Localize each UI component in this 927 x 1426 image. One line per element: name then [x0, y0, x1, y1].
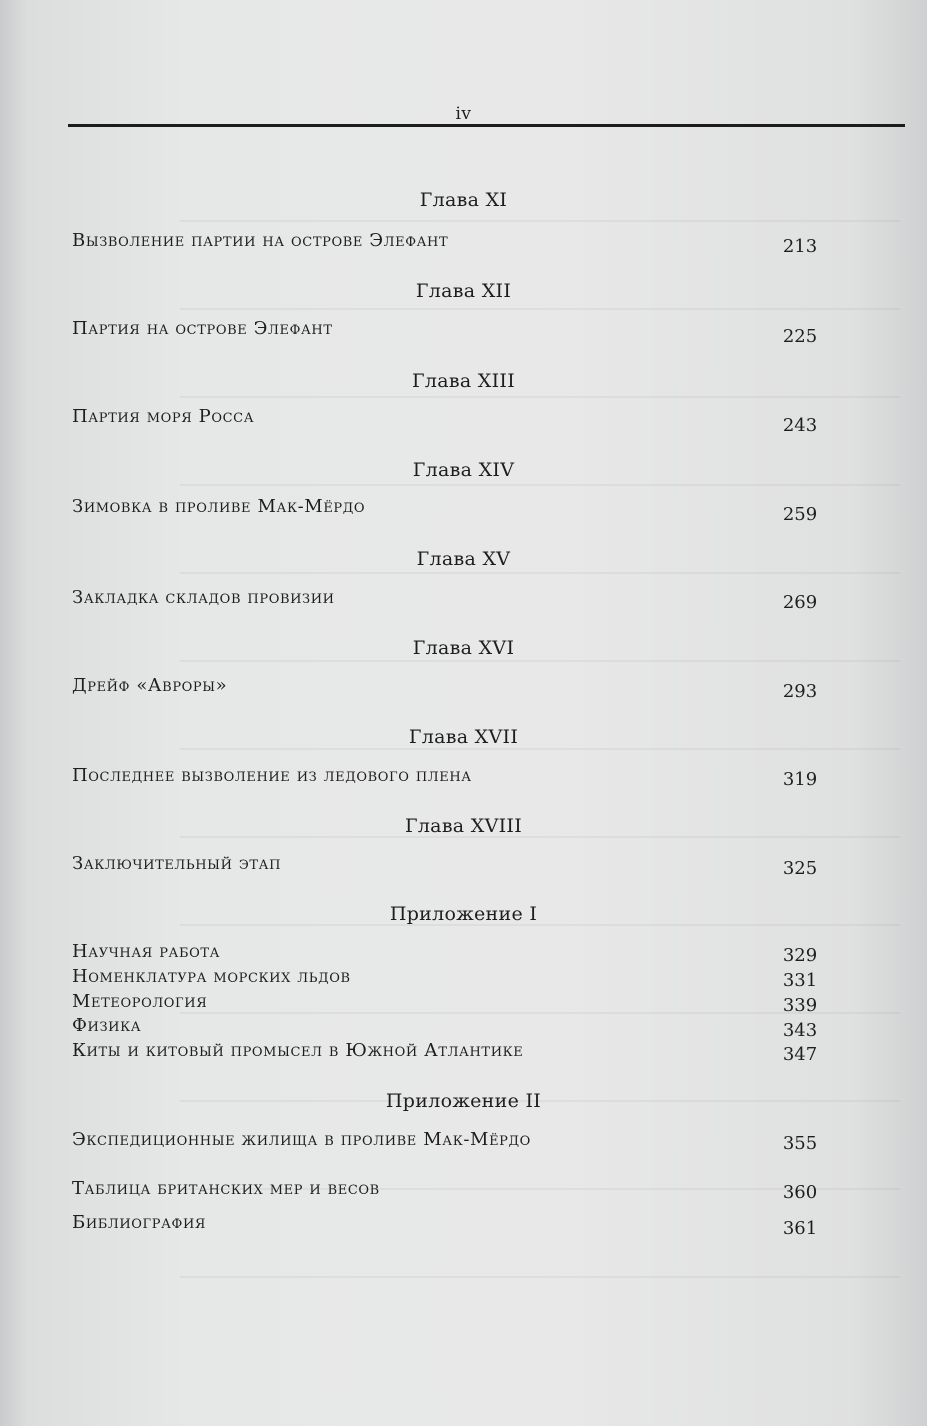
toc-entry-title: Партия на острове Элефант — [72, 318, 333, 339]
toc-entry-title: Партия моря Росса — [72, 406, 255, 427]
chapter-heading: Глава XV — [416, 548, 511, 570]
toc-entry-title: Библиография — [72, 1212, 206, 1233]
chapter-heading: Глава XVII — [408, 726, 519, 748]
toc-entry-page: 269 — [782, 592, 818, 613]
toc-entry-title: Таблица британских мер и весов — [72, 1178, 380, 1199]
toc-entry-title: Метеорология — [72, 991, 208, 1012]
chapter-heading: Глава XI — [419, 189, 508, 211]
toc-entry-title: Закладка складов провизии — [72, 587, 335, 608]
header-rule — [68, 124, 905, 127]
chapter-heading: Глава XVIII — [404, 815, 523, 837]
toc-entry-title: Номенклатура морских льдов — [72, 966, 351, 987]
toc-entry-page: 329 — [782, 945, 818, 966]
toc-entry-page: 293 — [782, 681, 818, 702]
toc-entry-title: Экспедиционные жилища в проливе Мак-Мёрдо — [72, 1129, 531, 1150]
toc-entry-page: 339 — [782, 995, 818, 1016]
toc-entry-page: 361 — [782, 1218, 818, 1239]
toc-entry-title: Научная работа — [72, 941, 221, 962]
toc-entry-page: 225 — [782, 326, 818, 347]
toc-entry-title: Последнее вызволение из ледового плена — [72, 765, 472, 786]
toc-entry-page: 213 — [782, 236, 818, 257]
appendix-heading: Приложение I — [389, 903, 538, 925]
toc-entry-page: 355 — [782, 1133, 818, 1154]
toc-entry-page: 343 — [782, 1020, 818, 1041]
chapter-heading: Глава XVI — [412, 637, 515, 659]
page-number: iv — [455, 104, 472, 124]
toc-entry-page: 325 — [782, 858, 818, 879]
toc-entry-page: 331 — [782, 970, 818, 991]
toc-entry-page: 259 — [782, 504, 818, 525]
toc-entry-title: Дрейф «Авроры» — [72, 675, 228, 696]
toc-entry-page: 347 — [782, 1044, 818, 1065]
toc-entry-page: 243 — [782, 415, 818, 436]
chapter-heading: Глава XIII — [411, 370, 516, 392]
toc-entry-title: Заключительный этап — [72, 853, 282, 874]
toc-entry-title: Зимовка в проливе Мак-Мёрдо — [72, 496, 366, 517]
toc-entry-page: 360 — [782, 1182, 818, 1203]
appendix-heading: Приложение II — [385, 1090, 542, 1112]
chapter-heading: Глава XII — [415, 280, 512, 302]
toc-entry-page: 319 — [782, 769, 818, 790]
toc-entry-title: Киты и китовый промысел в Южной Атлантике — [72, 1040, 524, 1061]
toc-entry-title: Вызволение партии на острове Элефант — [72, 230, 449, 251]
toc-entry-title: Физика — [72, 1015, 142, 1036]
chapter-heading: Глава XIV — [412, 459, 515, 481]
